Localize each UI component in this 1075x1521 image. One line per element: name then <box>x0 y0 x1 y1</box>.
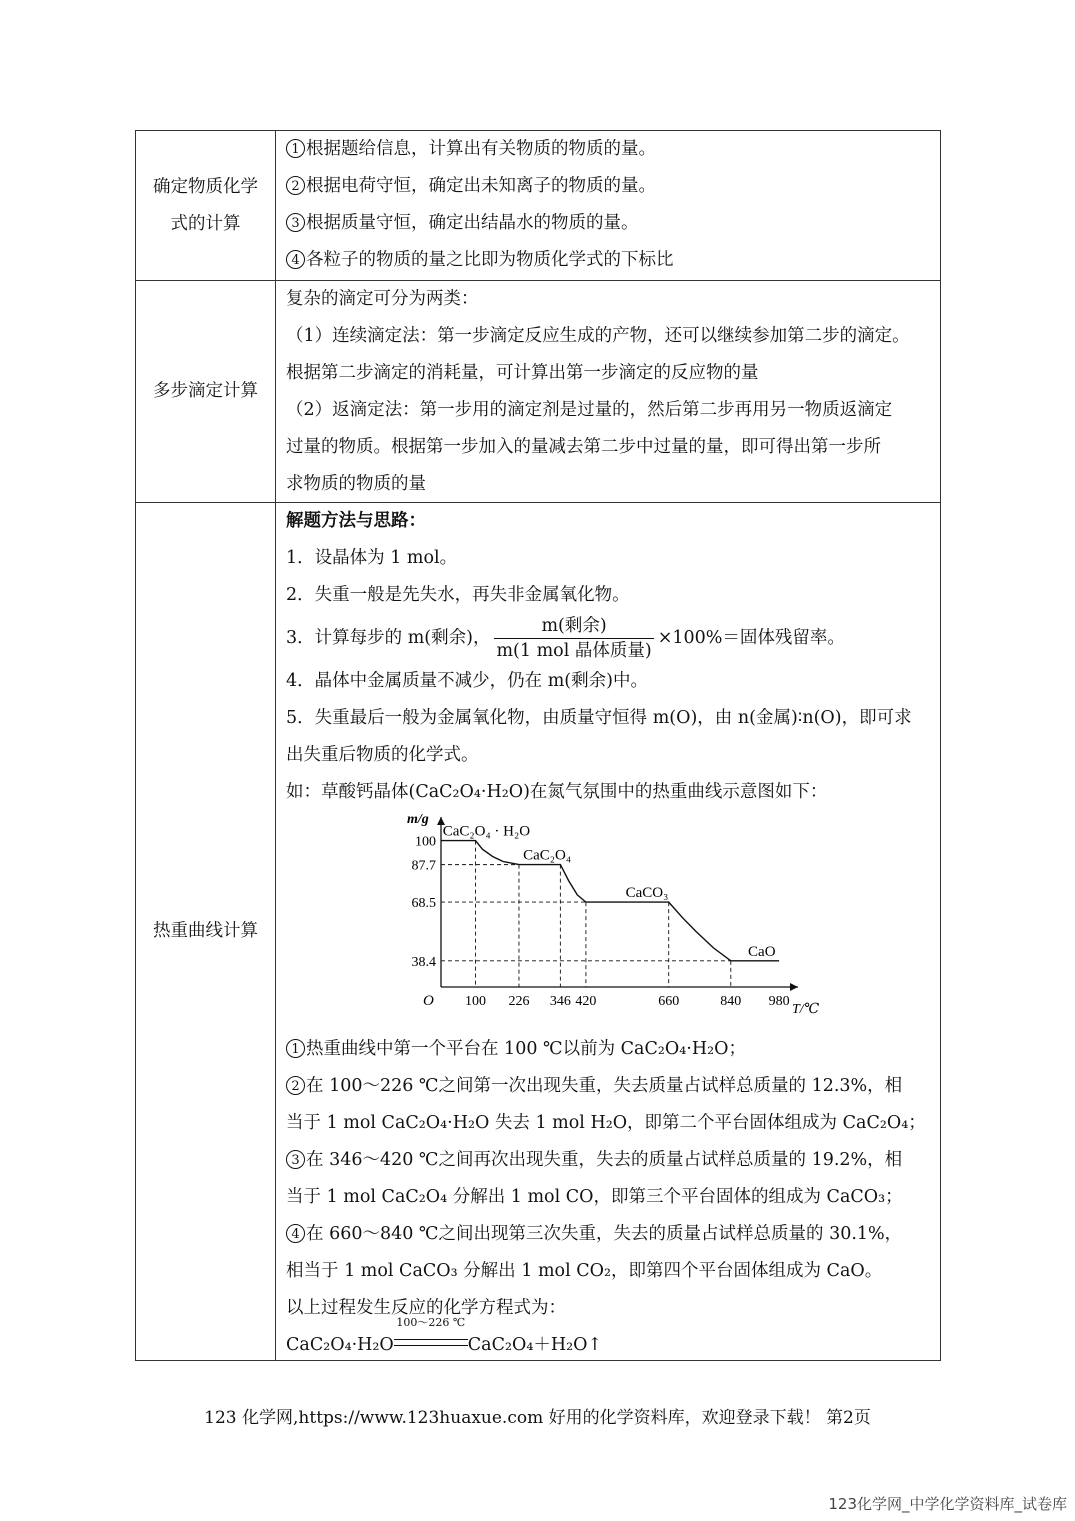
row-label-line: 确定物质化学 <box>153 176 258 197</box>
equation-product: CaC₂O₄＋H₂O↑ <box>467 1335 603 1355</box>
curve-annotation: CaC₂O₄ <box>523 847 572 864</box>
circled-number-icon: 3 <box>286 1150 305 1169</box>
row-label <box>136 131 276 280</box>
text-line: 复杂的滴定可分为两类： <box>286 289 479 309</box>
circled-number-icon: 3 <box>286 213 305 232</box>
circled-number-icon: 1 <box>286 1039 305 1058</box>
text-line: 根据第二步滴定的消耗量，可计算出第一步滴定的反应物的量 <box>286 363 759 383</box>
step-line-fraction <box>286 614 930 663</box>
list-item <box>286 205 930 242</box>
analysis-item <box>286 1031 930 1068</box>
mass-curve <box>441 841 779 961</box>
fraction <box>494 614 653 663</box>
y-tick-label: 100 <box>415 834 436 850</box>
x-axis-label: T/℃ <box>792 1002 820 1017</box>
analysis-item <box>286 1068 930 1105</box>
step-line: 1．设晶体为 1 mol。 <box>286 548 458 568</box>
x-tick-label: 980 <box>768 994 790 1009</box>
fraction-denominator: m(1 mol 晶体质量) <box>496 641 652 661</box>
row-label-line: 式的计算 <box>170 213 241 234</box>
analysis-item <box>286 1142 930 1179</box>
circled-number-icon: 4 <box>286 1224 305 1243</box>
list-item-text: 各粒子的物质的量之比即为物质化学式的下标比 <box>306 250 674 270</box>
step-line: 4．晶体中金属质量不减少，仍在 m(剩余)中。 <box>286 671 648 691</box>
equation-reactant: CaC₂O₄·H₂O <box>286 1335 394 1355</box>
analysis-text: 在 100～226 ℃之间第一次出现失重，失去质量占试样总质量的 12.3%，相 <box>306 1076 903 1096</box>
circled-number-icon: 2 <box>286 176 305 195</box>
x-tick-label: 420 <box>575 994 597 1009</box>
row-label: 多步滴定计算 <box>136 281 276 502</box>
content-table <box>135 130 941 1361</box>
analysis-item <box>286 1216 930 1253</box>
chemical-equation <box>286 1316 930 1364</box>
y-axis-label: m/g <box>407 812 429 827</box>
y-tick-label: 87.7 <box>411 858 436 874</box>
table-row <box>136 131 940 280</box>
origin-label: O <box>423 993 434 1009</box>
circled-number-icon: 4 <box>286 250 305 269</box>
text-line: （2）返滴定法：第一步用的滴定剂是过量的，然后第二步再用另一物质返滴定 <box>286 400 893 420</box>
site-watermark: 123化学网_中学化学资料库_试卷库 <box>828 1495 1067 1513</box>
row-content <box>276 131 940 279</box>
example-line: 如：草酸钙晶体(CaC₂O₄·H₂O)在氮气氛围中的热重曲线示意图如下： <box>286 782 828 802</box>
list-item <box>286 131 930 168</box>
list-item <box>286 168 930 205</box>
analysis-text: 在 346～420 ℃之间再次出现失重，失去的质量占试样总质量的 19.2%，相 <box>306 1150 903 1170</box>
thermogravimetric-chart <box>286 811 930 1031</box>
circled-number-icon: 1 <box>286 139 305 158</box>
reaction-condition <box>394 1316 468 1364</box>
summary-line: 以上过程发生反应的化学方程式为： <box>286 1298 566 1318</box>
analysis-text: 在 660～840 ℃之间出现第三次失重，失去的质量占试样总质量的 30.1%， <box>306 1224 903 1244</box>
x-tick-label: 346 <box>549 994 571 1009</box>
condition-text: 100～226 ℃ <box>396 1316 466 1329</box>
step-text: 3．计算每步的 m(剩余)， <box>286 628 491 648</box>
circled-number-icon: 2 <box>286 1076 305 1095</box>
analysis-text: 相当于 1 mol CaCO₃ 分解出 1 mol CO₂，即第四个平台固体组成为 CaO。 <box>286 1261 883 1281</box>
y-tick-label: 38.4 <box>411 954 436 970</box>
step-text: ×100%＝固体残留率。 <box>657 628 845 648</box>
table-row <box>136 280 940 502</box>
curve-annotation: CaCO₃ <box>625 885 669 902</box>
list-item-text: 根据质量守恒，确定出结晶水的物质的量。 <box>306 213 639 233</box>
x-tick-label: 100 <box>465 994 486 1009</box>
step-line: 5．失重最后一般为金属氧化物，由质量守恒得 m(O)，由 n(金属)∶n(O)，即可求 <box>286 708 912 728</box>
x-tick-label: 660 <box>658 994 680 1009</box>
step-line: 出失重后物质的化学式。 <box>286 745 479 765</box>
double-line-arrow <box>394 1339 468 1346</box>
curve-annotation: CaC₂O₄ · H₂O <box>442 823 531 840</box>
step-line: 2．失重一般是先失水，再失非金属氧化物。 <box>286 585 630 605</box>
table-row <box>136 502 940 1360</box>
fraction-numerator: m(剩余) <box>494 614 653 639</box>
page-footer: 123 化学网,https://www.123huaxue.com 好用的化学资料库，欢迎登录下载！ 第2页 <box>204 1408 871 1428</box>
x-tick-label: 226 <box>508 994 530 1009</box>
row-content <box>276 281 940 503</box>
curve-annotation: CaO <box>748 943 776 960</box>
chart-svg <box>396 811 820 1031</box>
row-label: 热重曲线计算 <box>136 503 276 1360</box>
text-line: （1）连续滴定法：第一步滴定反应生成的产物，还可以继续参加第二步的滴定。 <box>286 326 910 346</box>
list-item-text: 根据题给信息，计算出有关物质的物质的量。 <box>306 139 656 159</box>
y-tick-label: 68.5 <box>411 896 436 912</box>
analysis-text: 当于 1 mol CaC₂O₄ 分解出 1 mol CO，即第三个平台固体的组成为 CaCO₃； <box>286 1187 903 1207</box>
text-line: 过量的物质。根据第一步加入的量减去第二步中过量的量，即可得出第一步所 <box>286 437 881 457</box>
list-item-text: 根据电荷守恒，确定出未知离子的物质的量。 <box>306 176 656 196</box>
x-axis-arrow-icon <box>790 983 798 991</box>
text-line: 求物质的物质的量 <box>286 474 426 494</box>
analysis-text: 热重曲线中第一个平台在 100 ℃以前为 CaC₂O₄·H₂O； <box>306 1039 746 1059</box>
row-content <box>276 503 940 1364</box>
analysis-text: 当于 1 mol CaC₂O₄·H₂O 失去 1 mol H₂O，即第二个平台固体组成为 CaC₂O₄； <box>286 1113 926 1133</box>
list-item <box>286 242 930 279</box>
section-heading: 解题方法与思路： <box>286 511 426 531</box>
x-tick-label: 840 <box>720 994 742 1009</box>
